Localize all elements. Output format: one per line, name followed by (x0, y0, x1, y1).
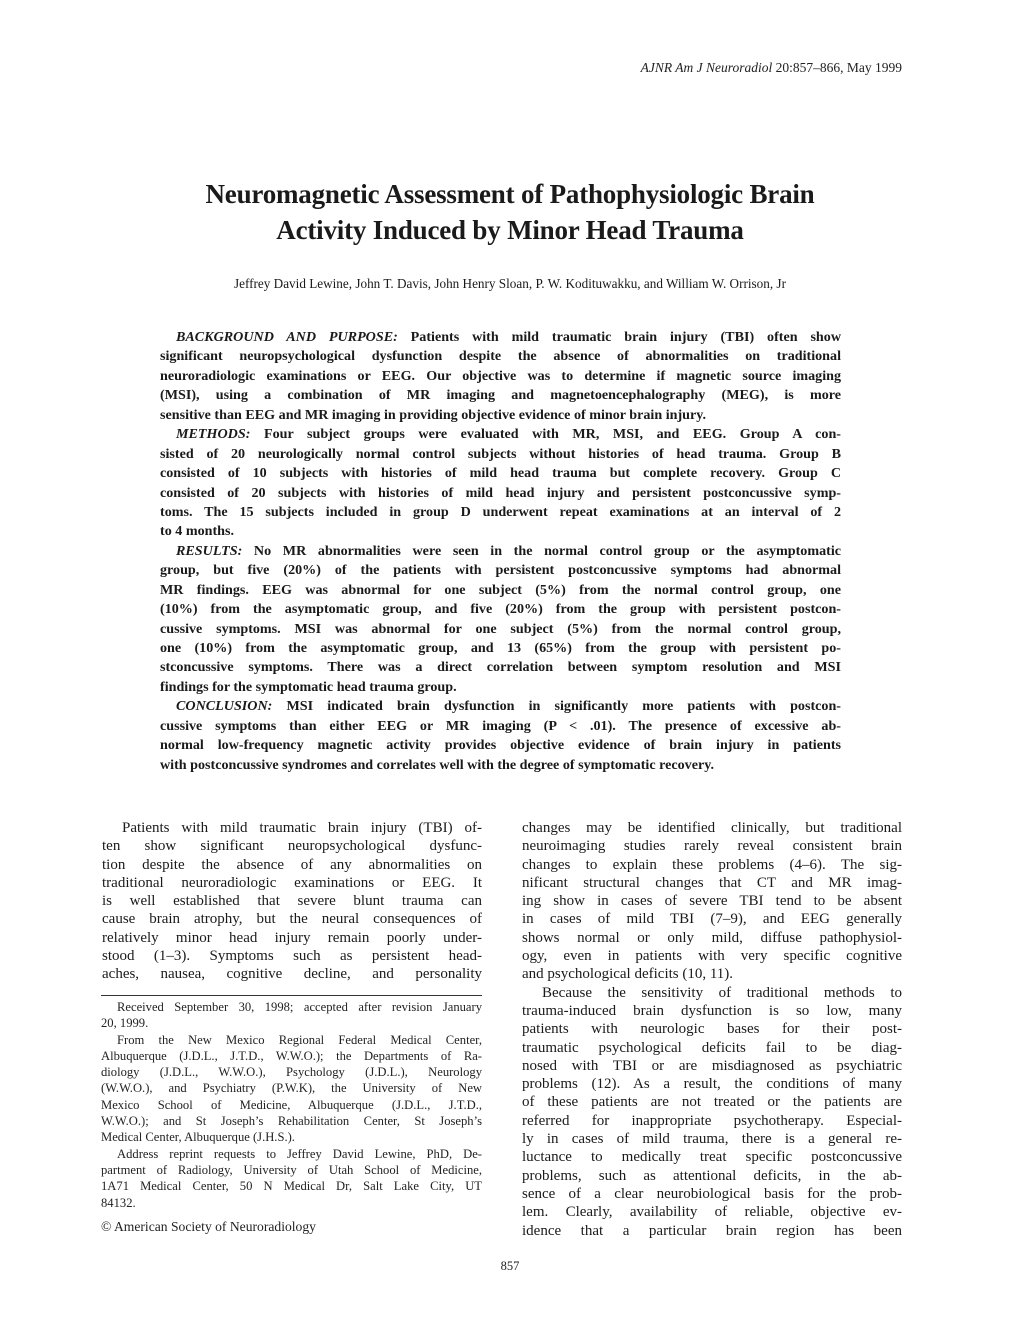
body-line: ogy, even in patients with very specific cognitive (522, 948, 902, 965)
journal-name: AJNR Am J Neuroradiol (640, 60, 773, 75)
abstract-line (160, 697, 841, 716)
page-number: 857 (500, 1259, 520, 1273)
body-line: in cases of mild TBI (7–9), and EEG generally (522, 911, 902, 928)
abstract-section-label: METHODS: (176, 426, 251, 443)
body-line: and psychological deficits (10, 11). (522, 966, 734, 983)
abstract-line: significant neuropsychological dysfunction despite the absence of abnormalities on traditional (160, 348, 841, 365)
abstract (160, 328, 841, 775)
abstract-text: No MR abnormalities were seen in the normal control group or the asymptomatic (242, 542, 841, 559)
body-line: traumatic psychological deficits fail to be diag- (522, 1039, 902, 1056)
abstract-line: group, but five (20%) of the patients with persistent postconcussive symptoms had abnormal (160, 562, 841, 579)
abstract-line: toms. The 15 subjects included in group D underwent repeat examinations at an interval of 2 (160, 503, 841, 520)
body-line: changes to explain these problems (4–6). The sig- (522, 856, 902, 873)
abstract-line: with postconcussive syndromes and correlates well with the degree of symptomatic recovery. (160, 756, 715, 773)
body-right-column (522, 819, 902, 1240)
abstract-line: findings for the symptomatic head trauma group. (160, 678, 457, 695)
body-line: cause brain atrophy, but the neural consequences of (102, 911, 482, 928)
title-line: Activity Induced by Minor Head Trauma (276, 215, 744, 245)
body-line: ly in cases of mild trauma, there is a general re- (522, 1131, 902, 1148)
footnote-line: W.W.O.); and St Joseph’s Rehabilitation Center, St Joseph’s (101, 1114, 482, 1129)
article-title (0, 176, 1020, 248)
footnote-line: 20, 1999. (101, 1016, 149, 1031)
abstract-line (160, 328, 841, 347)
abstract-line: sisted of 20 neurologically normal control subjects without histories of head trauma. Group B (160, 445, 841, 462)
abstract-line: (10%) from the asymptomatic group, and five (20%) from the group with persistent postcon- (160, 601, 841, 618)
abstract-line: one (10%) from the asymptomatic group, and 13 (65%) from the group with persistent po- (160, 640, 841, 656)
footnote-line: partment of Radiology, University of Utah School of Medicine, (101, 1162, 482, 1177)
author-list: Jeffrey David Lewine, John T. Davis, John Henry Sloan, P. W. Kodituwakku, and William W. Orrison, Jr (234, 276, 786, 291)
abstract-line: MR findings. EEG was abnormal for one subject (5%) from the normal control group, one (160, 581, 841, 598)
body-line: ten show significant neuropsychological dysfunc- (102, 838, 482, 855)
abstract-section-label: RESULTS: (176, 542, 243, 559)
body-line: ing show in cases of severe TBI tend to be absent (522, 893, 902, 910)
body-line: tion despite the absence of any abnormalities on (102, 856, 482, 873)
footnote-line: 1A71 Medical Center, 50 N Medical Dr, Salt Lake City, UT (101, 1179, 482, 1194)
abstract-line: normal low-frequency magnetic activity provides objective evidence of brain injury in patients (160, 737, 841, 754)
body-line: trauma-induced brain dysfunction is so low, many (522, 1002, 902, 1019)
body-line: Patients with mild traumatic brain injury (TBI) of- (122, 820, 482, 836)
body-line: referred for inappropriate psychotherapy. Especial- (522, 1112, 902, 1129)
body-line: patients with neurologic bases for their post- (522, 1021, 902, 1038)
body-left-column (102, 819, 482, 984)
abstract-section-label: CONCLUSION: (176, 698, 273, 715)
body-line: nificant structural changes that CT and MR imag- (522, 874, 902, 891)
footnote-line: Address reprint requests to Jeffrey David Lewine, PhD, De- (117, 1146, 482, 1161)
running-head (641, 60, 902, 76)
footnote-line: (W.W.O.), and Psychiatry (P.W.K), the University of New (101, 1081, 482, 1096)
footnotes (101, 999, 482, 1211)
body-line: sence of a clear neurobiological basis for the prob- (522, 1185, 902, 1202)
abstract-line: stconcussive symptoms. There was a direct correlation between symptom resolution and MSI (160, 659, 841, 676)
abstract-line: consisted of 20 subjects with histories of mild head injury and persistent postconcussive symp- (160, 484, 841, 501)
body-line: problems, such as attentional deficits, in the ab- (522, 1167, 902, 1184)
body-line: of these patients are not treated or the patients are (522, 1094, 902, 1111)
abstract-text: MSI indicated brain dysfunction in significantly more patients with postcon- (272, 698, 841, 715)
abstract-line: consisted of 10 subjects with histories of mild head trauma but complete recovery. Group C (160, 465, 841, 482)
body-line: Because the sensitivity of traditional methods to (542, 984, 902, 1001)
abstract-line: cussive symptoms. MSI was abnormal for one subject (5%) from the normal control group, (160, 620, 841, 637)
abstract-line: sensitive than EEG and MR imaging in providing objective evidence of minor brain injury. (160, 406, 707, 423)
body-line: luctance to medically treat specific postconcussive (522, 1149, 902, 1166)
title-line: Neuromagnetic Assessment of Pathophysiologic Brain (205, 179, 815, 209)
body-line: problems (12). As a result, the conditions of many (522, 1076, 902, 1093)
abstract-section-label: BACKGROUND AND PURPOSE: (176, 329, 398, 345)
body-line: aches, nausea, cognitive decline, and personality (102, 966, 482, 983)
body-line: lem. Clearly, availability of reliable, objective ev- (522, 1204, 902, 1221)
abstract-line (160, 425, 841, 444)
abstract-line: cussive symptoms than either EEG or MR imaging (P < .01). The presence of excessive ab- (160, 717, 841, 734)
footnote-line: Medical Center, Albuquerque (J.H.S.). (101, 1130, 295, 1145)
body-line: nosed with TBI or are misdiagnosed as psychiatric (522, 1057, 902, 1074)
body-line: changes may be identified clinically, but traditional (522, 820, 902, 836)
footnote-line: Mexico School of Medicine, Albuquerque (J.D.L., J.T.D., (101, 1097, 482, 1112)
abstract-line: neuroradiologic examinations or EEG. Our objective was to determine if magnetic source imaging (160, 367, 841, 384)
footnote-line: 84132. (101, 1195, 136, 1210)
footnote-line: diology (J.D.L., W.W.O.), Psychology (J.D.L.), Neurology (101, 1065, 482, 1080)
body-line: neuroimaging studies rarely reveal consistent brain (522, 838, 902, 855)
body-line: is well established that severe blunt trauma can (102, 893, 482, 910)
footnote-divider (101, 995, 482, 996)
abstract-line: (MSI), using a combination of MR imaging and magnetoencephalography (MEG), is more (160, 387, 841, 404)
body-line: traditional neuroradiologic examinations or EEG. It (102, 874, 482, 891)
abstract-text: Patients with mild traumatic brain injury (TBI) often show (397, 329, 841, 345)
body-line: relatively minor head injury remain poorly under- (102, 929, 482, 946)
abstract-line (160, 542, 841, 561)
abstract-line: to 4 months. (160, 523, 234, 540)
footnote-line: Received September 30, 1998; accepted after revision January (117, 1000, 482, 1014)
body-line: idence that a particular brain region has been (522, 1222, 902, 1239)
footnote-line: From the New Mexico Regional Federal Medical Center, (117, 1032, 482, 1047)
body-line: stood (1–3). Symptoms such as persistent head- (102, 948, 482, 965)
citation: 20:857–866, May 1999 (772, 60, 902, 75)
body-line: shows normal or only mild, diffuse pathophysiol- (522, 929, 902, 946)
footnote-line: Albuquerque (J.D.L., J.T.D., W.W.O.); the Departments of Ra- (101, 1048, 482, 1063)
copyright-notice: © American Society of Neuroradiology (101, 1219, 316, 1234)
abstract-text: Four subject groups were evaluated with MR, MSI, and EEG. Group A con- (250, 426, 841, 443)
